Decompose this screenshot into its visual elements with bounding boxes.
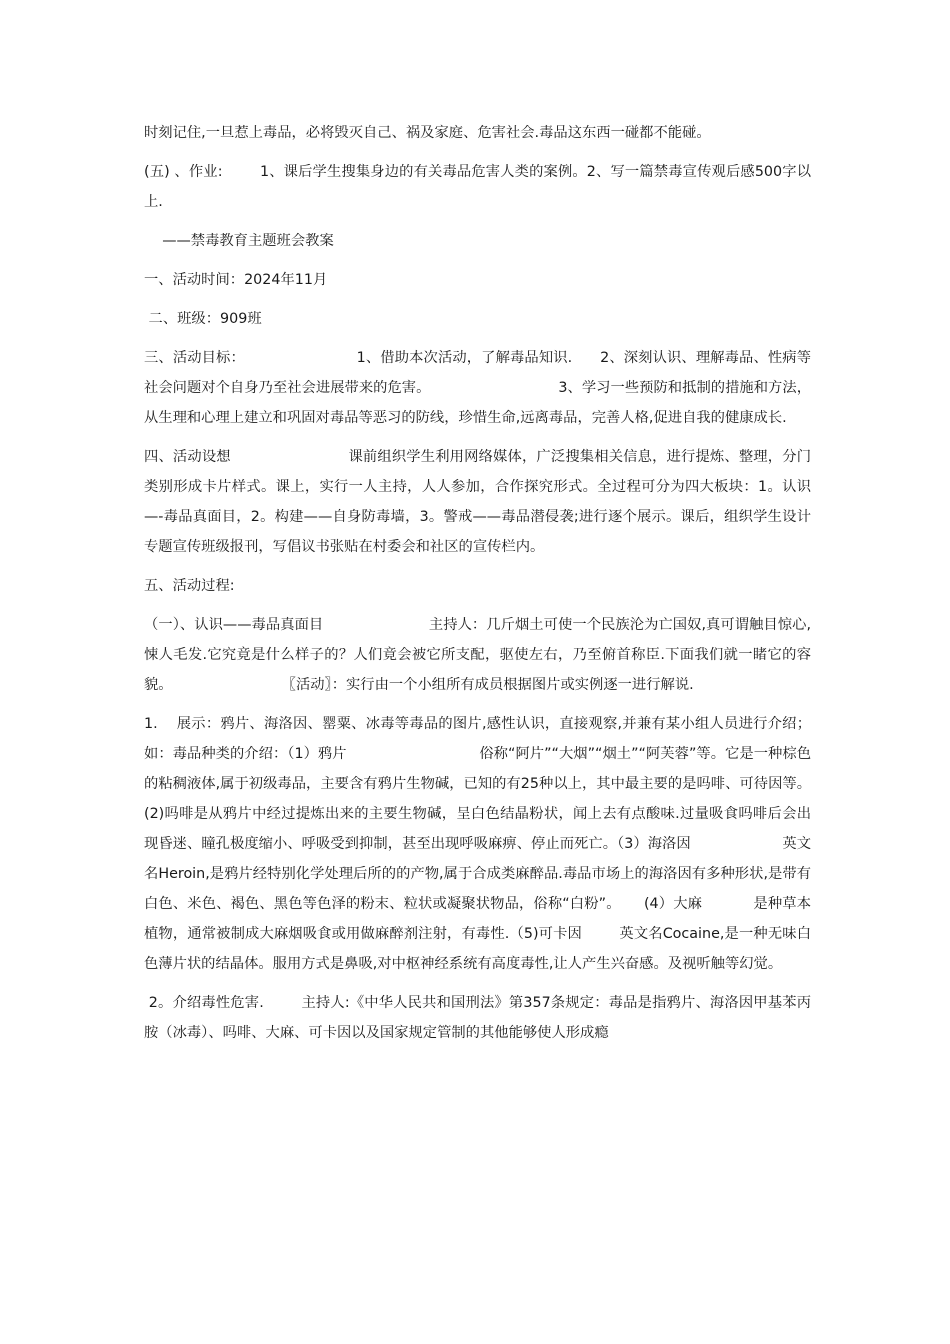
paragraph-drug-types: 1. 展示：鸦片、海洛因、罂粟、冰毒等毒品的图片,感性认识，直接观察,并兼有某小组人员进行介绍；如：毒品种类的介绍：（1）鸦片 俗称“阿片”“大烟”“烟土”“阿芙蓉”等。它是一种棕色的粘稠液体,属于初级毒品，主要含有鸦片生物碱，已知的有25种以上，其中最主要的是吗啡、可待因等。 (2)吗啡是从鸦片中经过提炼出来的主要生物碱，呈白色结晶粉状，闻上去有点酸味.过量吸食吗啡后会出现昏迷、瞳孔极度缩小、呼吸受到抑制，甚至出现呼吸麻痹、停止而死亡。（3）海洛因 英文名Heroin,是鸦片经特别化学处理后所的的产物,属于合成类麻醉品.毒品市场上的海洛因有多种形状,是带有白色、米色、褐色、黑色等色泽的粉末、粒状或凝聚状物品，俗称“白粉”。 (4）大麻 是种草本植物，通常被制成大麻烟吸食或用做麻醉剂注射，有毒性.（5)可卡因 英文名Cocaine,是一种无味白色薄片状的结晶体。服用方式是鼻吸,对中枢神经系统有高度毒性,让人产生兴奋感。及视听触等幻觉。 <box>144 716 911 972</box>
paragraph-toxicity-harm: 2。介绍毒性危害. 主持人:《中华人民共和国刑法》第357条规定：毒品是指鸦片、海洛因甲基苯丙胺（冰毒）、吗啡、大麻、可卡因以及国家规定管制的其他能够使人形成瘾 <box>144 995 811 1041</box>
paragraph-activity-time: 一、活动时间：2024年11月 <box>144 272 328 288</box>
paragraph-homework: (五) 、作业: 1、课后学生搜集身边的有关毒品危害人类的案例。2、写一篇禁毒宣传观后感500字以上. <box>144 164 811 210</box>
paragraph-section-one: （一）、认识——毒品真面目 主持人：几斤烟土可使一个民族沦为亡国奴,真可谓触目惊心,悚人毛发.它究竟是什么样子的？人们竟会被它所支配，驱使左右，乃至俯首称臣.下面我们就一睹它的容貌。 〖活动〗：实行由一个小组所有成员根据图片或实例逐一进行解说. <box>144 617 811 693</box>
paragraph-closing-remark: 时刻记住,一旦惹上毒品，必将毁灭自己、祸及家庭、危害社会.毒品这东西一碰都不能碰。 <box>144 125 711 141</box>
paragraph-class: 二、班级：909班 <box>144 311 262 327</box>
paragraph-activity-plan: 四、活动设想 课前组织学生利用网络媒体，广泛搜集相关信息，进行提炼、整理，分门类别形成卡片样式。课上，实行一人主持，人人参加，合作探究形式。全过程可分为四大板块：1。认识—-毒品真面目，2。构建——自身防毒墙，3。警戒——毒品潜侵袭;进行逐个展示。课后，组织学生设计专题宣传班级报刊，写倡议书张贴在村委会和社区的宣传栏内。 <box>144 449 811 555</box>
paragraph-lesson-plan-title: ——禁毒教育主题班会教案 <box>144 233 334 249</box>
document-body <box>144 118 911 1057</box>
paragraph-activity-goals: 三、活动目标： 1、借助本次活动，了解毒品知识. 2、深刻认识、理解毒品、性病等社会问题对个自身乃至社会进展带来的危害。 3、学习一些预防和抵制的措施和方法，从生理和心理上建立和巩固对毒品等恶习的防线，珍惜生命,远离毒品，完善人格,促进自我的健康成长. <box>144 350 811 426</box>
paragraph-activity-process-heading: 五、活动过程: <box>144 578 235 594</box>
